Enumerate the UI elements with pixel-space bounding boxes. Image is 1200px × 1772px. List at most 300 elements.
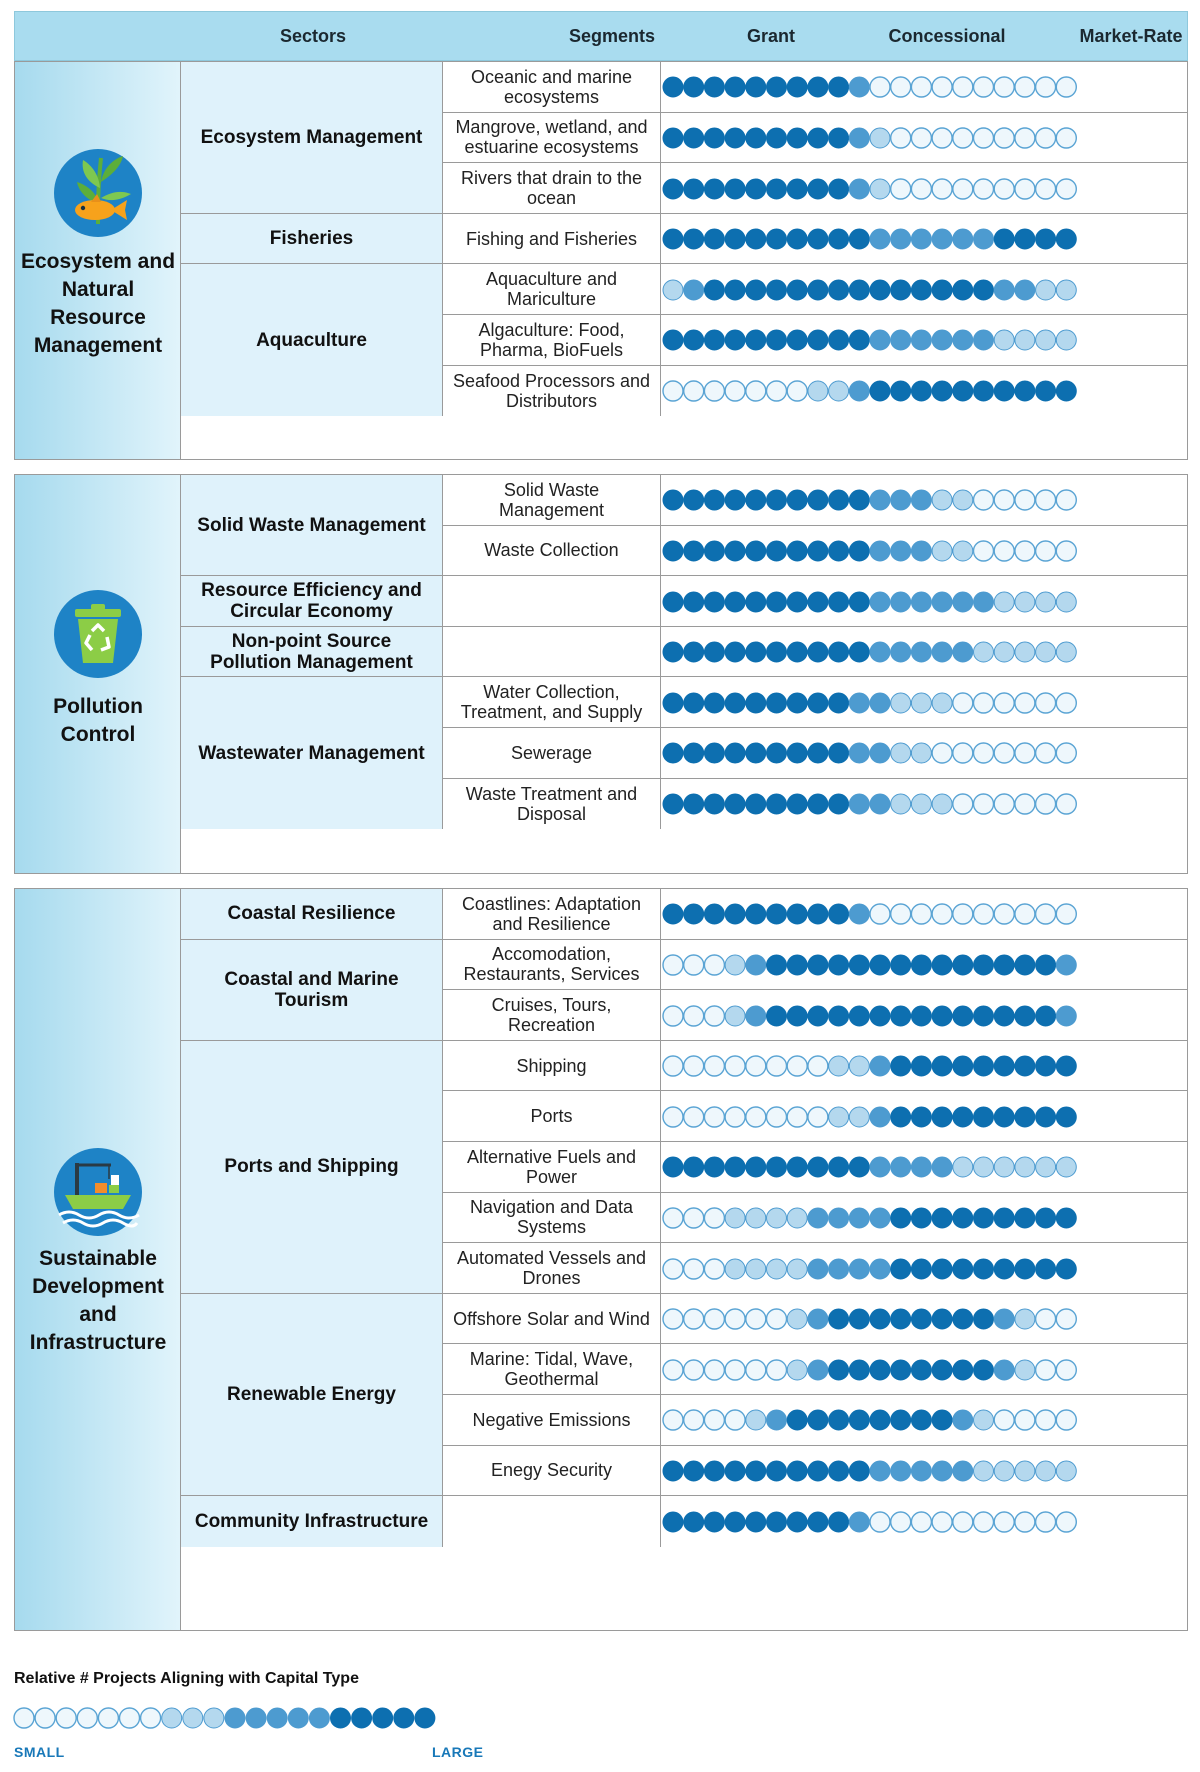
column-header-bar xyxy=(14,11,1188,61)
dot-level-2 xyxy=(808,1259,828,1279)
dot-level-0 xyxy=(1056,77,1076,97)
dot-level-3 xyxy=(1036,229,1056,249)
dot-level-1 xyxy=(787,1259,807,1279)
dot-level-0 xyxy=(911,1512,931,1532)
dot-level-3 xyxy=(891,1208,911,1228)
dot-level-3 xyxy=(994,955,1014,975)
dot-level-0 xyxy=(141,1708,161,1728)
dot-level-3 xyxy=(746,592,766,612)
dot-level-3 xyxy=(787,642,807,662)
dot-level-3 xyxy=(1056,1259,1076,1279)
segment-cell: Enegy Security xyxy=(443,1446,661,1497)
segment-cell: Water Collection, Treatment, and Supply xyxy=(443,677,661,728)
dot-level-2 xyxy=(870,794,890,814)
dot-level-0 xyxy=(1036,179,1056,199)
dot-level-2 xyxy=(974,592,994,612)
dot-level-1 xyxy=(891,693,911,713)
dot-level-0 xyxy=(974,77,994,97)
dot-level-0 xyxy=(974,904,994,924)
dot-level-0 xyxy=(870,77,890,97)
dot-level-1 xyxy=(767,1208,787,1228)
capital-alignment-dots xyxy=(661,75,1078,99)
dot-level-3 xyxy=(704,904,724,924)
dot-level-0 xyxy=(1056,179,1076,199)
dot-level-3 xyxy=(704,490,724,510)
dot-level-0 xyxy=(994,77,1014,97)
dot-level-3 xyxy=(1036,1259,1056,1279)
dot-level-3 xyxy=(1056,1208,1076,1228)
dot-level-1 xyxy=(953,490,973,510)
dot-level-3 xyxy=(1056,381,1076,401)
dot-level-0 xyxy=(932,77,952,97)
dot-level-3 xyxy=(911,381,931,401)
dot-level-1 xyxy=(911,794,931,814)
dot-level-0 xyxy=(932,743,952,763)
row-divider xyxy=(661,525,1187,526)
dot-level-3 xyxy=(684,77,704,97)
capital-alignment-dots xyxy=(661,379,1078,403)
dot-level-0 xyxy=(704,1208,724,1228)
segments-header: Segments xyxy=(568,26,656,46)
dot-level-3 xyxy=(829,280,849,300)
dot-level-3 xyxy=(808,592,828,612)
dot-level-1 xyxy=(1056,280,1076,300)
dot-level-1 xyxy=(891,794,911,814)
dot-level-0 xyxy=(725,381,745,401)
dot-level-3 xyxy=(1036,1208,1056,1228)
row-divider xyxy=(661,1141,1187,1142)
dot-level-0 xyxy=(663,955,683,975)
dot-level-3 xyxy=(746,1512,766,1532)
dot-level-3 xyxy=(808,743,828,763)
dot-level-0 xyxy=(1056,1410,1076,1430)
dot-level-0 xyxy=(663,1259,683,1279)
dot-level-3 xyxy=(704,280,724,300)
dot-level-0 xyxy=(725,1410,745,1430)
segment-cell: Marine: Tidal, Wave, Geothermal xyxy=(443,1344,661,1395)
dot-level-1 xyxy=(870,128,890,148)
dot-level-1 xyxy=(829,1107,849,1127)
dot-level-3 xyxy=(725,179,745,199)
dot-level-1 xyxy=(1015,1360,1035,1380)
sector-cell: Fisheries xyxy=(181,214,443,265)
dot-level-3 xyxy=(974,955,994,975)
dot-level-1 xyxy=(994,1461,1014,1481)
dot-level-3 xyxy=(994,1107,1014,1127)
dot-level-3 xyxy=(808,280,828,300)
segment-cell: Waste Treatment and Disposal xyxy=(443,779,661,830)
dot-level-3 xyxy=(663,1512,683,1532)
dot-level-0 xyxy=(974,794,994,814)
dot-level-3 xyxy=(911,1259,931,1279)
dot-level-2 xyxy=(870,1208,890,1228)
dot-level-3 xyxy=(767,955,787,975)
capital-alignment-dots xyxy=(661,691,1078,715)
dot-level-3 xyxy=(684,128,704,148)
dot-level-2 xyxy=(932,229,952,249)
dot-level-3 xyxy=(746,693,766,713)
dot-level-3 xyxy=(808,904,828,924)
dot-level-3 xyxy=(704,330,724,350)
dot-level-3 xyxy=(725,1512,745,1532)
dot-level-3 xyxy=(725,1461,745,1481)
dot-level-2 xyxy=(870,1056,890,1076)
dot-level-3 xyxy=(891,1259,911,1279)
dot-level-0 xyxy=(953,693,973,713)
dot-level-3 xyxy=(787,904,807,924)
sector-cell: Aquaculture xyxy=(181,264,443,416)
dot-level-2 xyxy=(870,541,890,561)
dot-level-3 xyxy=(684,1512,704,1532)
dot-level-3 xyxy=(663,330,683,350)
dot-level-3 xyxy=(663,77,683,97)
dot-level-0 xyxy=(704,1006,724,1026)
dot-level-2 xyxy=(953,1410,973,1430)
dot-level-3 xyxy=(994,381,1014,401)
row-divider xyxy=(661,676,1187,677)
dot-level-2 xyxy=(974,229,994,249)
dot-level-0 xyxy=(684,1309,704,1329)
dot-level-0 xyxy=(1015,179,1035,199)
dot-level-2 xyxy=(849,1208,869,1228)
dot-level-1 xyxy=(162,1708,182,1728)
segment-cell: Accomodation, Restaurants, Services xyxy=(443,940,661,991)
row-divider xyxy=(661,626,1187,627)
dot-level-3 xyxy=(725,794,745,814)
dot-level-3 xyxy=(767,1006,787,1026)
dot-level-0 xyxy=(974,128,994,148)
dot-level-0 xyxy=(787,1056,807,1076)
dot-level-3 xyxy=(891,1360,911,1380)
dot-level-2 xyxy=(808,1208,828,1228)
dot-level-0 xyxy=(684,1208,704,1228)
dot-level-2 xyxy=(849,1259,869,1279)
segment-cell: Rivers that drain to the ocean xyxy=(443,163,661,214)
dot-level-3 xyxy=(808,541,828,561)
section-pollution xyxy=(14,474,1188,874)
dot-level-2 xyxy=(932,1157,952,1177)
dot-level-0 xyxy=(663,1360,683,1380)
legend-dot-scale xyxy=(12,1706,437,1735)
segment-cell xyxy=(443,576,661,627)
dot-level-2 xyxy=(911,330,931,350)
dot-level-0 xyxy=(1015,541,1035,561)
dot-level-0 xyxy=(1036,1410,1056,1430)
dot-level-3 xyxy=(725,128,745,148)
dot-level-2 xyxy=(870,1157,890,1177)
dot-level-1 xyxy=(787,1309,807,1329)
dot-level-3 xyxy=(684,330,704,350)
dot-level-3 xyxy=(684,642,704,662)
dot-level-3 xyxy=(663,693,683,713)
dot-level-0 xyxy=(953,77,973,97)
dot-level-0 xyxy=(1036,490,1056,510)
dot-level-0 xyxy=(663,1208,683,1228)
dot-level-3 xyxy=(974,1208,994,1228)
dot-level-2 xyxy=(746,955,766,975)
dot-level-2 xyxy=(953,229,973,249)
dot-level-1 xyxy=(746,1410,766,1430)
dot-level-1 xyxy=(1015,1309,1035,1329)
dot-level-3 xyxy=(870,955,890,975)
dot-level-0 xyxy=(1036,794,1056,814)
dot-level-3 xyxy=(725,1157,745,1177)
dot-level-1 xyxy=(974,1157,994,1177)
dot-level-1 xyxy=(911,693,931,713)
dot-level-3 xyxy=(808,1410,828,1430)
dot-level-3 xyxy=(1036,1056,1056,1076)
dot-level-0 xyxy=(684,1259,704,1279)
dot-level-3 xyxy=(704,77,724,97)
dot-level-3 xyxy=(849,1461,869,1481)
dot-level-0 xyxy=(1056,1512,1076,1532)
dot-level-3 xyxy=(704,1461,724,1481)
dot-level-0 xyxy=(1056,904,1076,924)
dot-level-3 xyxy=(849,330,869,350)
row-divider xyxy=(661,1192,1187,1193)
capital-alignment-dots xyxy=(661,1004,1078,1028)
dot-level-3 xyxy=(891,1309,911,1329)
dot-level-3 xyxy=(870,280,890,300)
dot-level-1 xyxy=(1036,330,1056,350)
dot-level-0 xyxy=(953,743,973,763)
dot-level-2 xyxy=(746,1006,766,1026)
dot-level-3 xyxy=(787,490,807,510)
dot-level-0 xyxy=(974,693,994,713)
dot-level-3 xyxy=(808,128,828,148)
dot-level-3 xyxy=(767,904,787,924)
dot-level-1 xyxy=(1056,1461,1076,1481)
dot-level-3 xyxy=(746,642,766,662)
dot-level-3 xyxy=(808,229,828,249)
dot-level-0 xyxy=(704,955,724,975)
dot-level-1 xyxy=(1015,592,1035,612)
dot-level-3 xyxy=(808,1006,828,1026)
dot-level-3 xyxy=(725,77,745,97)
dot-level-3 xyxy=(829,541,849,561)
dot-level-0 xyxy=(870,904,890,924)
dot-level-3 xyxy=(994,1006,1014,1026)
recycle-bin-icon xyxy=(51,587,145,681)
segment-cell: Cruises, Tours, Recreation xyxy=(443,990,661,1041)
dot-level-3 xyxy=(1036,381,1056,401)
dot-level-2 xyxy=(767,1410,787,1430)
dot-level-3 xyxy=(725,490,745,510)
dot-level-0 xyxy=(725,1360,745,1380)
dot-level-3 xyxy=(331,1708,351,1728)
dot-level-3 xyxy=(829,794,849,814)
dot-level-3 xyxy=(1015,1208,1035,1228)
dot-level-3 xyxy=(953,1360,973,1380)
row-divider xyxy=(661,112,1187,113)
dot-level-2 xyxy=(891,1157,911,1177)
dot-level-3 xyxy=(684,693,704,713)
dot-level-3 xyxy=(725,743,745,763)
dot-level-1 xyxy=(974,1461,994,1481)
dot-level-3 xyxy=(994,1056,1014,1076)
dot-level-0 xyxy=(1015,794,1035,814)
dot-level-3 xyxy=(746,179,766,199)
dot-level-2 xyxy=(911,541,931,561)
dot-level-3 xyxy=(849,280,869,300)
dot-level-0 xyxy=(684,1006,704,1026)
dot-level-3 xyxy=(849,955,869,975)
dot-level-0 xyxy=(746,1360,766,1380)
dot-level-3 xyxy=(1015,1259,1035,1279)
dot-level-1 xyxy=(974,1410,994,1430)
dot-level-2 xyxy=(953,592,973,612)
dot-level-2 xyxy=(994,1360,1014,1380)
dot-level-0 xyxy=(77,1708,97,1728)
dot-level-3 xyxy=(704,229,724,249)
dot-level-3 xyxy=(849,642,869,662)
dot-level-3 xyxy=(994,1208,1014,1228)
dot-level-3 xyxy=(684,794,704,814)
dot-level-2 xyxy=(849,179,869,199)
dot-level-3 xyxy=(829,490,849,510)
dot-level-0 xyxy=(1015,1410,1035,1430)
dot-level-2 xyxy=(288,1708,308,1728)
dot-level-1 xyxy=(1015,1157,1035,1177)
segment-cell: Mangrove, wetland, and estuarine ecosystems xyxy=(443,113,661,164)
dot-level-2 xyxy=(870,592,890,612)
dot-level-3 xyxy=(767,592,787,612)
section-ecosystem xyxy=(14,61,1188,460)
segment-cell: Solid Waste Management xyxy=(443,475,661,526)
segment-cell: Seafood Processors and Distributors xyxy=(443,366,661,417)
capital-alignment-dots xyxy=(661,902,1078,926)
dot-level-3 xyxy=(684,490,704,510)
dot-level-2 xyxy=(911,490,931,510)
dot-level-3 xyxy=(829,955,849,975)
dot-level-1 xyxy=(1015,642,1035,662)
dot-level-2 xyxy=(870,490,890,510)
dot-level-1 xyxy=(725,1208,745,1228)
dot-level-0 xyxy=(663,1107,683,1127)
dot-level-3 xyxy=(787,77,807,97)
capital-alignment-dots xyxy=(661,1408,1078,1432)
dot-level-3 xyxy=(1036,955,1056,975)
dot-level-3 xyxy=(808,179,828,199)
dot-level-3 xyxy=(663,229,683,249)
dot-level-3 xyxy=(1015,955,1035,975)
dot-level-1 xyxy=(1015,1461,1035,1481)
dot-level-3 xyxy=(725,904,745,924)
dot-level-3 xyxy=(704,642,724,662)
dot-level-3 xyxy=(746,794,766,814)
dot-level-3 xyxy=(787,1006,807,1026)
segment-cell: Sewerage xyxy=(443,728,661,779)
dot-level-0 xyxy=(767,1107,787,1127)
dot-level-0 xyxy=(767,381,787,401)
dot-level-3 xyxy=(767,229,787,249)
dot-level-3 xyxy=(663,128,683,148)
dot-level-0 xyxy=(1036,77,1056,97)
dot-level-3 xyxy=(849,541,869,561)
dot-level-1 xyxy=(994,330,1014,350)
row-divider xyxy=(661,213,1187,214)
dot-level-3 xyxy=(725,280,745,300)
dot-level-3 xyxy=(746,77,766,97)
dot-level-2 xyxy=(849,904,869,924)
dot-level-0 xyxy=(808,1107,828,1127)
dot-level-2 xyxy=(932,330,952,350)
dot-level-0 xyxy=(704,1410,724,1430)
dot-level-0 xyxy=(1015,743,1035,763)
capital-alignment-dots xyxy=(661,177,1078,201)
dot-level-2 xyxy=(849,1512,869,1532)
dot-level-0 xyxy=(1036,1360,1056,1380)
dot-level-3 xyxy=(829,128,849,148)
dot-level-3 xyxy=(849,1410,869,1430)
dot-level-2 xyxy=(870,693,890,713)
dot-level-0 xyxy=(994,1410,1014,1430)
dot-level-0 xyxy=(974,490,994,510)
dot-level-3 xyxy=(994,229,1014,249)
dot-level-3 xyxy=(787,592,807,612)
capital-alignment-dots xyxy=(661,792,1078,816)
dot-level-3 xyxy=(849,592,869,612)
dot-level-1 xyxy=(1056,1157,1076,1177)
dot-level-0 xyxy=(974,743,994,763)
dot-level-3 xyxy=(663,179,683,199)
dot-level-0 xyxy=(1015,490,1035,510)
dot-level-3 xyxy=(1036,1107,1056,1127)
capital-alignment-dots xyxy=(661,126,1078,150)
segment-cell: Alternative Fuels and Power xyxy=(443,1142,661,1193)
dot-level-3 xyxy=(829,743,849,763)
dot-level-2 xyxy=(911,1157,931,1177)
dot-level-0 xyxy=(746,1309,766,1329)
dot-level-3 xyxy=(394,1708,414,1728)
row-divider xyxy=(661,365,1187,366)
dot-level-3 xyxy=(974,1056,994,1076)
dot-level-2 xyxy=(267,1708,287,1728)
legend-small-label: SMALL xyxy=(14,1744,65,1760)
dot-level-2 xyxy=(994,1309,1014,1329)
dot-level-3 xyxy=(911,1208,931,1228)
dot-level-3 xyxy=(829,693,849,713)
section-title: Sustainable Development and Infrastructure xyxy=(29,1247,167,1354)
segment-cell: Aquaculture and Mariculture xyxy=(443,264,661,315)
dot-level-3 xyxy=(932,1107,952,1127)
dot-level-1 xyxy=(1036,592,1056,612)
dot-level-3 xyxy=(953,280,973,300)
dot-level-0 xyxy=(787,1107,807,1127)
dot-level-0 xyxy=(663,1006,683,1026)
row-divider xyxy=(661,162,1187,163)
capital-alignment-dots xyxy=(661,1358,1078,1382)
dot-level-0 xyxy=(1036,1512,1056,1532)
dot-level-1 xyxy=(767,1259,787,1279)
dot-level-3 xyxy=(663,642,683,662)
dot-level-3 xyxy=(767,77,787,97)
dot-level-0 xyxy=(14,1708,34,1728)
dot-level-3 xyxy=(787,280,807,300)
dot-level-3 xyxy=(829,1410,849,1430)
sector-cell: Wastewater Management xyxy=(181,677,443,829)
dot-level-3 xyxy=(953,1056,973,1076)
dot-level-3 xyxy=(663,490,683,510)
dot-level-1 xyxy=(911,743,931,763)
segment-cell xyxy=(443,1496,661,1547)
dot-level-0 xyxy=(1056,743,1076,763)
dot-level-1 xyxy=(1036,1157,1056,1177)
dot-level-0 xyxy=(994,128,1014,148)
row-divider xyxy=(661,1394,1187,1395)
dot-level-3 xyxy=(415,1708,435,1728)
dot-level-3 xyxy=(373,1708,393,1728)
